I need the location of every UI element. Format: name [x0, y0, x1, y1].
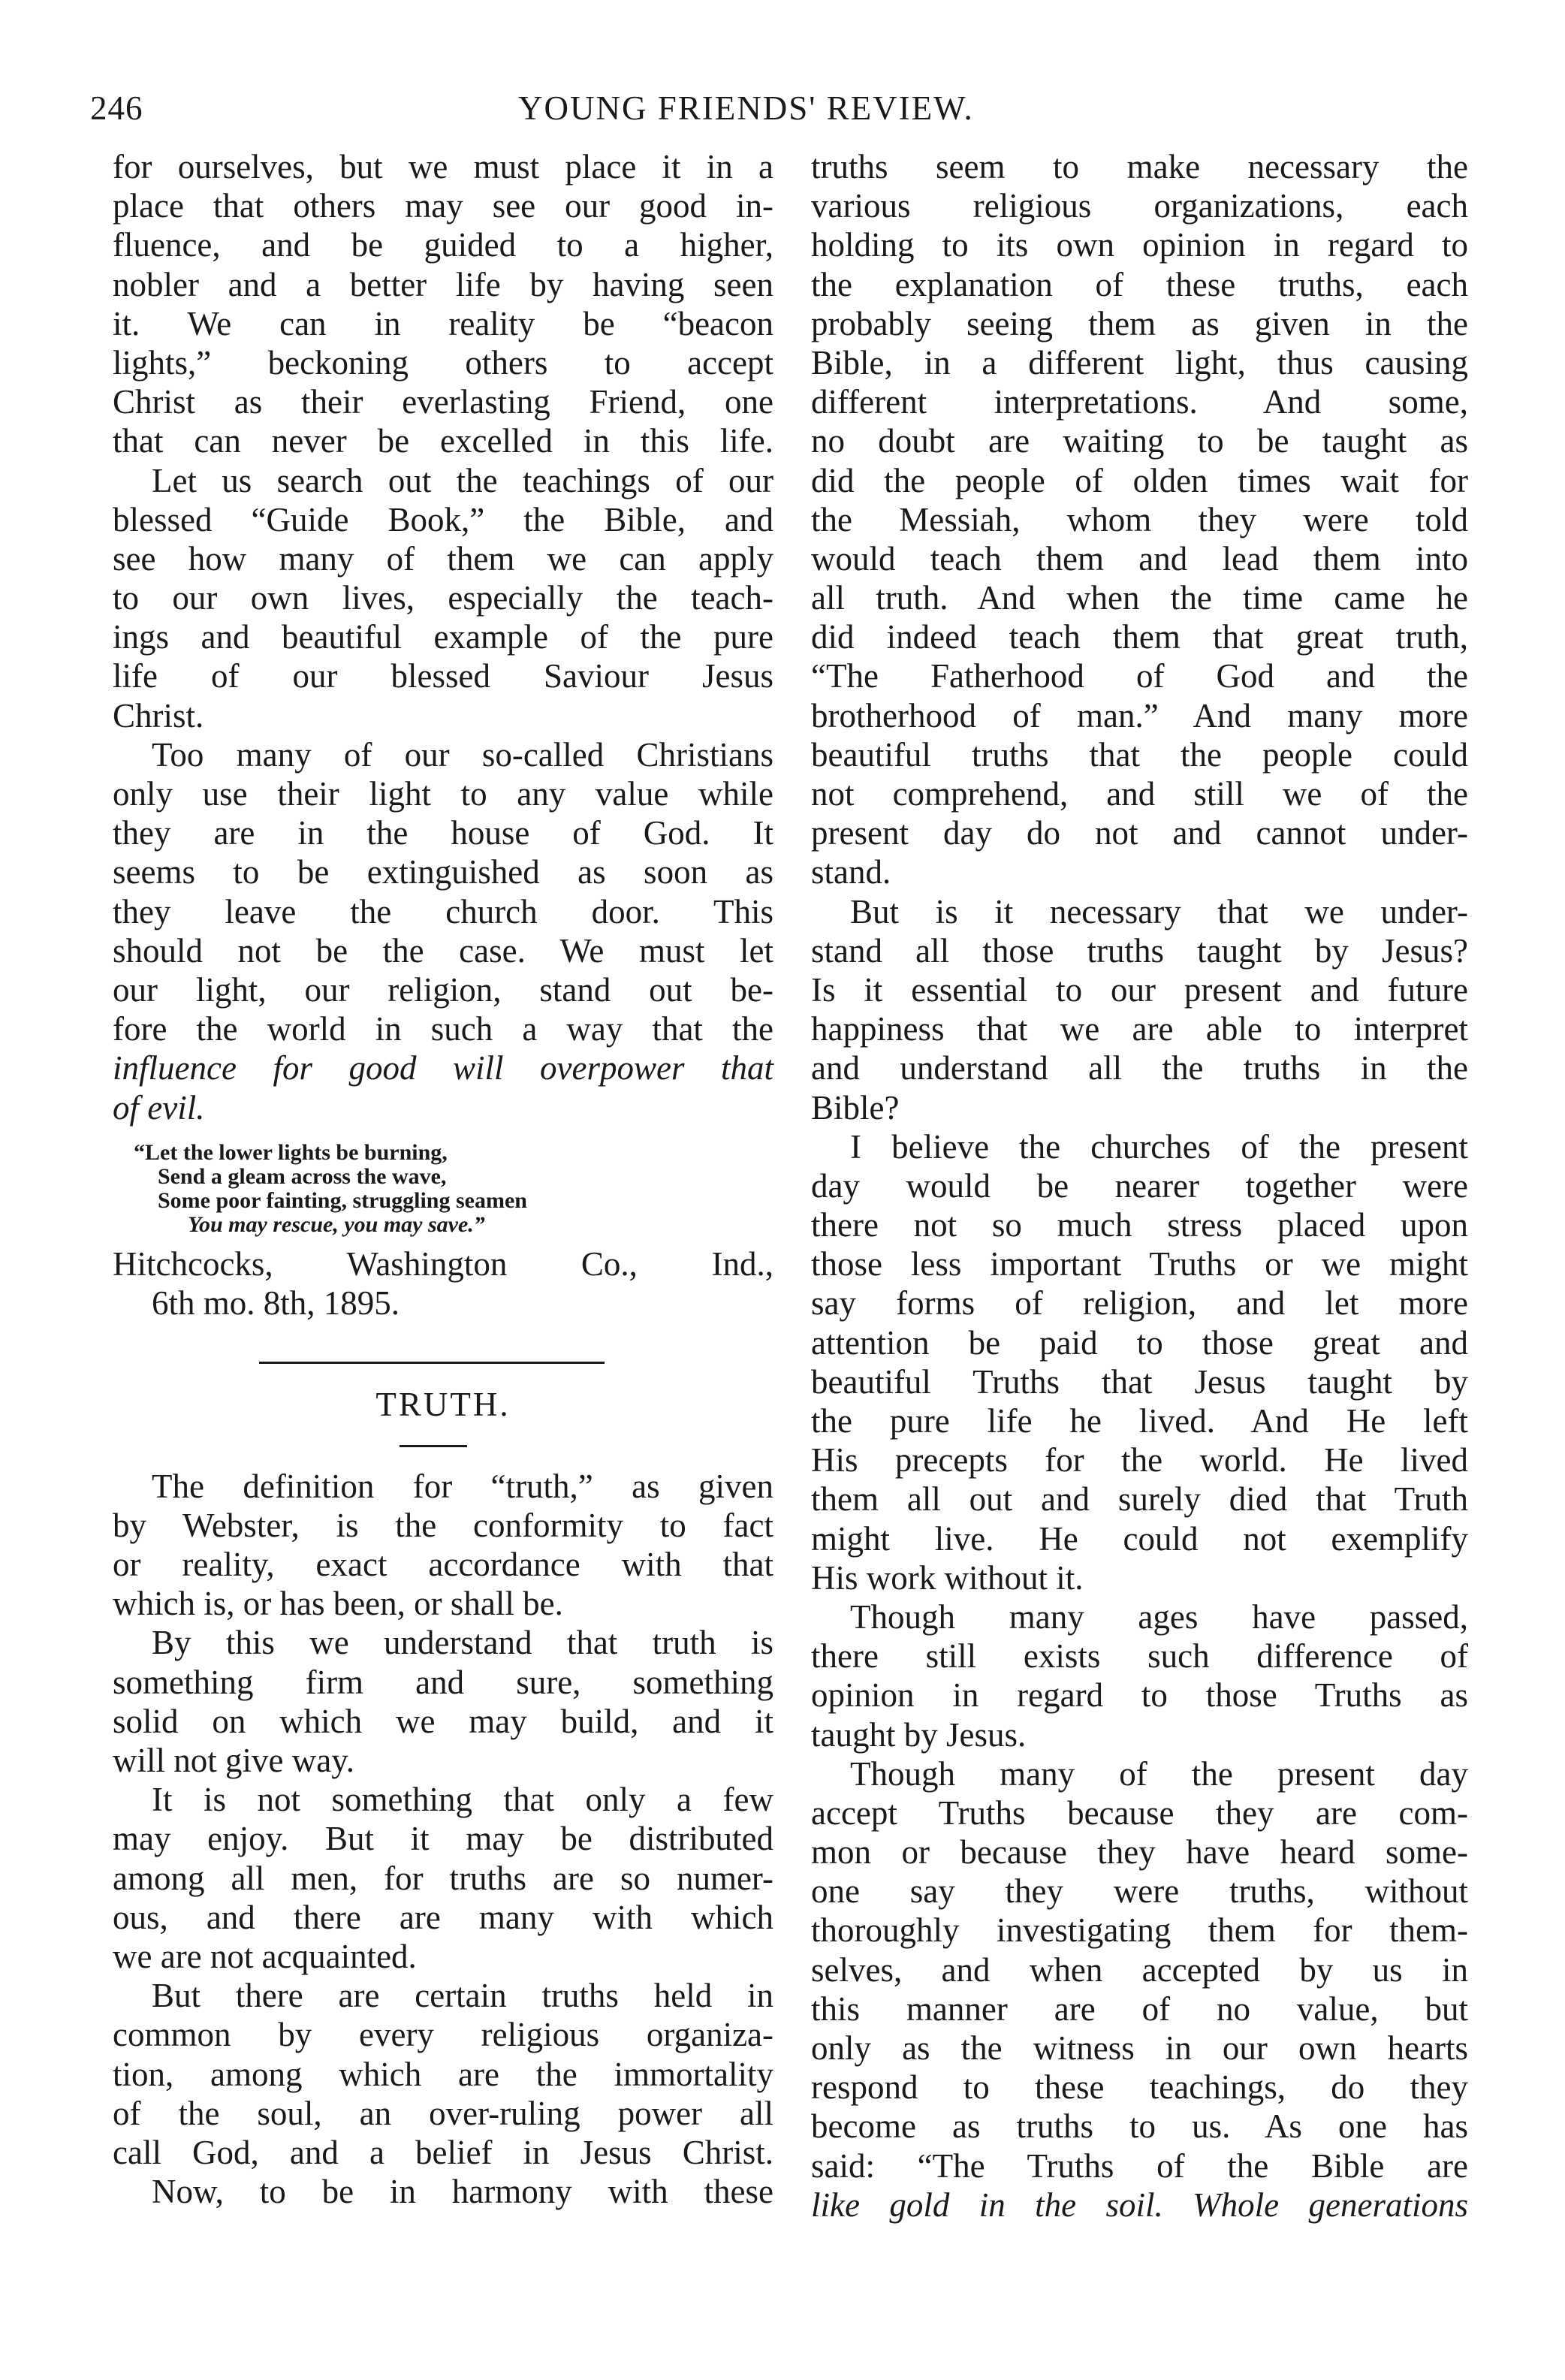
verse-line: Some poor fainting, struggling seamen: [158, 1187, 527, 1213]
text-line: fluence, and be guided to a higher,: [113, 226, 773, 264]
text-line: it. We can in reality be “beacon: [113, 304, 773, 342]
text-line: stand.: [811, 853, 891, 891]
text-line: “The Fatherhood of God and the: [811, 657, 1468, 695]
text-line: only use their light to any value while: [113, 775, 773, 813]
text-line: among all men, for truths are so numer-: [113, 1859, 773, 1897]
text-line: Though many of the present day: [850, 1754, 1468, 1793]
text-line: Too many of our so-called Christians: [152, 735, 773, 774]
paragraph-beacon-lights: [113, 147, 773, 735]
text-line: tion, among which are the immortality: [113, 2055, 773, 2093]
text-line: truths seem to make necessary the: [811, 148, 1468, 186]
text-line: mon or because they have heard some-: [811, 1833, 1468, 1872]
text-line: selves, and when accepted by us in: [811, 1950, 1468, 1989]
right-column: [811, 147, 1468, 2225]
signature-date: 6th mo. 8th, 1895.: [152, 1284, 400, 1322]
verse-line: “Let the lower lights be burning,: [134, 1139, 448, 1165]
text-line: by Webster, is the conformity to fact: [113, 1506, 773, 1544]
text-line: the pure life he lived. And He left: [811, 1402, 1468, 1440]
text-line: But there are certain truths held in: [152, 1977, 773, 2015]
text-line: seems to be extinguished as soon as: [113, 853, 773, 891]
text-line: all truth. And when the time came he: [811, 579, 1468, 617]
text-line: them all out and surely died that Truth: [811, 1480, 1468, 1519]
text-line: The definition for “truth,” as given: [152, 1467, 773, 1505]
text-line: become as truths to us. As one has: [811, 2107, 1468, 2146]
text-line: influence for good will overpower that: [113, 1049, 773, 1087]
text-line: His precepts for the world. He lived: [811, 1441, 1468, 1480]
text-line: But is it necessary that we under-: [850, 892, 1468, 931]
text-line: day would be nearer together were: [811, 1166, 1468, 1205]
text-line: should not be the case. We must let: [113, 931, 773, 970]
text-line: life of our blessed Saviour Jesus: [113, 657, 773, 695]
text-line: beautiful Truths that Jesus taught by: [811, 1362, 1468, 1401]
text-line: or reality, exact accordance with that: [113, 1546, 773, 1584]
text-line: for ourselves, but we must place it in a: [113, 148, 773, 186]
text-line: Christ as their everlasting Friend, one: [113, 383, 773, 421]
text-line: brotherhood of man.” And many more: [811, 696, 1468, 735]
truth-article: [113, 1467, 773, 2212]
section-divider: [259, 1362, 605, 1364]
text-line: something firm and sure, something: [113, 1663, 773, 1701]
text-line: probably seeing them as given in the: [811, 304, 1468, 342]
text-line: Christ.: [113, 696, 204, 735]
text-line: I believe the churches of the present: [850, 1127, 1468, 1166]
text-line: lights,” beckoning others to accept: [113, 343, 773, 382]
text-line: taught by Jesus.: [811, 1715, 1027, 1754]
text-line: not comprehend, and still we of the: [811, 775, 1468, 813]
text-line: there still exists such difference of: [811, 1637, 1468, 1676]
text-line: call God, and a belief in Jesus Christ.: [113, 2133, 773, 2171]
text-line: like gold in the soil. Whole generations: [811, 2185, 1468, 2224]
page-header: [90, 89, 1442, 134]
page-number: 246: [90, 89, 143, 127]
text-line: Bible?: [811, 1088, 900, 1127]
text-line: our light, our religion, stand out be-: [113, 970, 773, 1009]
text-line: the explanation of these truths, each: [811, 265, 1468, 303]
text-line: only as the witness in our own hearts: [811, 2029, 1468, 2067]
text-line: say forms of religion, and let more: [811, 1284, 1468, 1323]
text-line: ings and beautiful example of the pure: [113, 618, 773, 656]
title-divider: [400, 1445, 467, 1447]
text-line: respond to these teachings, do they: [811, 2068, 1468, 2107]
text-line: would teach them and lead them into: [811, 539, 1468, 578]
verse-quote: [113, 1141, 773, 1237]
text-line: ous, and there are many with which: [113, 1898, 773, 1936]
text-line: did the people of olden times wait for: [811, 461, 1468, 499]
text-line: common by every religious organiza-: [113, 2016, 773, 2054]
text-line: said: “The Truths of the Bible are: [811, 2146, 1468, 2185]
text-line: this manner are of no value, but: [811, 1989, 1468, 2028]
signature-place: Hitchcocks, Washington Co., Ind.,: [113, 1244, 773, 1283]
text-line: opinion in regard to those Truths as: [811, 1676, 1468, 1715]
text-line: there not so much stress placed upon: [811, 1206, 1468, 1244]
verse-line: You may rescue, you may save.”: [188, 1211, 485, 1237]
text-line: will not give way.: [113, 1742, 355, 1779]
text-line: which is, or has been, or shall be.: [113, 1585, 563, 1623]
text-line: see how many of them we can apply: [113, 539, 773, 578]
text-line: His work without it.: [811, 1558, 1084, 1597]
text-line: Is it essential to our present and future: [811, 970, 1468, 1009]
text-line: beautiful truths that the people could: [811, 735, 1468, 774]
text-line: present day do not and cannot under-: [811, 814, 1468, 852]
text-line: attention be paid to those great and: [811, 1323, 1468, 1362]
text-line: various religious organizations, each: [811, 187, 1468, 225]
left-column: [113, 147, 773, 2211]
text-line: of the soul, an over-ruling power all: [113, 2094, 773, 2132]
text-line: It is not something that only a few: [152, 1781, 773, 1819]
text-line: Bible, in a different light, thus causing: [811, 343, 1468, 382]
text-line: that can never be excelled in this life.: [113, 422, 773, 460]
text-line: one say they were truths, without: [811, 1872, 1468, 1911]
text-line: Now, to be in harmony with these: [152, 2173, 773, 2211]
text-line: no doubt are waiting to be taught as: [811, 422, 1468, 460]
text-line: did indeed teach them that great truth,: [811, 618, 1468, 656]
text-line: might live. He could not exemplify: [811, 1519, 1468, 1558]
text-line: they are in the house of God. It: [113, 814, 773, 852]
text-line: thoroughly investigating them for them-: [811, 1911, 1468, 1950]
text-line: the Messiah, whom they were told: [811, 500, 1468, 538]
text-line: happiness that we are able to interpret: [811, 1010, 1468, 1048]
text-line: Let us search out the teachings of our: [152, 461, 773, 499]
text-line: nobler and a better life by having seen: [113, 265, 773, 303]
text-line: Though many ages have passed,: [850, 1597, 1468, 1636]
text-line: we are not acquainted.: [113, 1937, 417, 1975]
text-line: they leave the church door. This: [113, 892, 773, 931]
text-line: and understand all the truths in the: [811, 1049, 1468, 1087]
text-line: accept Truths because they are com-: [811, 1793, 1468, 1832]
running-title: YOUNG FRIENDS' REVIEW.: [518, 89, 974, 127]
verse-line: Send a gleam across the wave,: [158, 1163, 447, 1189]
text-line: blessed “Guide Book,” the Bible, and: [113, 500, 773, 538]
text-line: By this we understand that truth is: [152, 1624, 773, 1662]
text-line: fore the world in such a way that the: [113, 1010, 773, 1048]
text-line: stand all those truths taught by Jesus?: [811, 931, 1468, 970]
text-line: solid on which we may build, and it: [113, 1702, 773, 1740]
text-line: to our own lives, especially the teach-: [113, 579, 773, 617]
text-line: different interpretations. And some,: [811, 383, 1468, 421]
section-title: TRUTH.: [375, 1385, 511, 1423]
text-line: those less important Truths or we might: [811, 1245, 1468, 1284]
text-line: place that others may see our good in-: [113, 187, 773, 225]
paragraph-christians-light: [113, 735, 773, 1127]
text-line: of evil.: [113, 1088, 205, 1127]
text-line: holding to its own opinion in regard to: [811, 226, 1468, 264]
text-line: may enjoy. But it may be distributed: [113, 1820, 773, 1858]
